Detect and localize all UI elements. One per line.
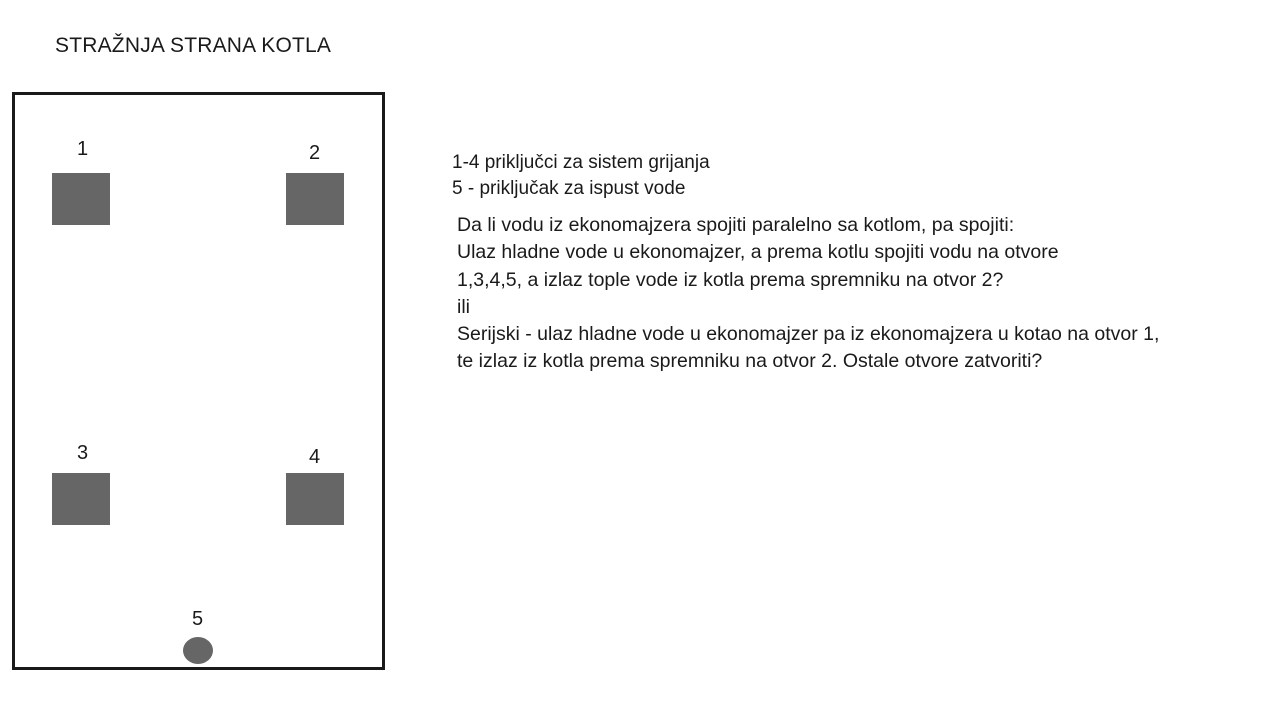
question-line: Da li vodu iz ekonomajzera spojiti paralelno sa kotlom, pa spojiti: [457,214,1015,236]
port-label-5: 5 [192,608,204,630]
question-line: te izlaz iz kotla prema spremniku na otvor 2. Ostale otvore zatvoriti? [457,350,1043,373]
port-label-3: 3 [77,442,89,464]
question-line: Ulaz hladne vode u ekonomajzer, a prema kotlu spojiti vodu na otvore [457,241,1059,264]
legend-line: 1-4 priključci za sistem grijanja [452,152,710,173]
port-legend [452,150,710,202]
legend-line: 5 - priključak za ispust vode [452,178,686,199]
port-label-4: 4 [309,446,321,468]
connection-question [457,212,1159,376]
port-1 [52,173,110,225]
diagram-title: STRAŽNJA STRANA KOTLA [55,34,332,57]
port-5-drain [183,637,213,664]
question-line: Serijski - ulaz hladne vode u ekonomajzer pa iz ekonomajzera u kotao na otvor 1, [457,323,1160,346]
question-line: 1,3,4,5, a izlaz tople vode iz kotla prema spremniku na otvor 2? [457,268,1004,291]
port-3 [52,473,110,525]
port-2 [286,173,344,225]
port-label-1: 1 [77,138,89,160]
question-line: ili [457,295,470,318]
boiler-back-panel [12,92,385,670]
port-4 [286,473,344,525]
port-label-2: 2 [309,142,321,164]
